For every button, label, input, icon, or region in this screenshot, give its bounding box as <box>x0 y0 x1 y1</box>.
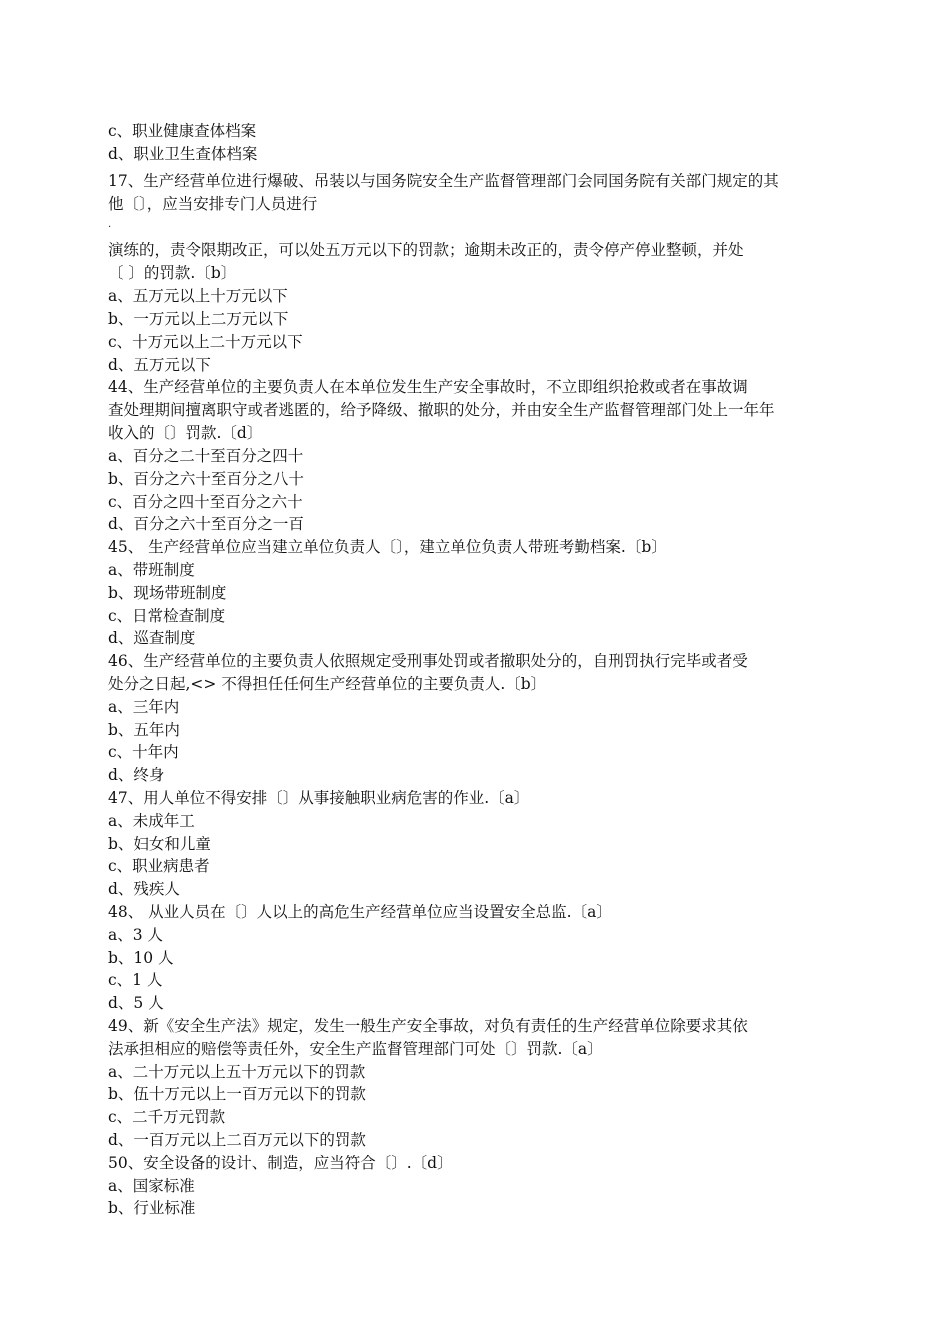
question-answer-line: 〔 〕的罚款.〔b〕 <box>108 264 237 282</box>
option-d-line: d、巡查制度 <box>108 629 196 647</box>
stray-period: . <box>108 219 112 230</box>
option-a-line: a、3 人 <box>108 926 164 944</box>
question-47-line: 47、用人单位不得安排〔〕从事接触职业病危害的作业.〔a〕 <box>108 789 530 807</box>
option-c-line: c、百分之四十至百分之六十 <box>108 493 303 511</box>
option-c-line: c、十万元以上二十万元以下 <box>108 333 303 351</box>
option-d-line: d、终身 <box>108 766 165 784</box>
option-c-line: c、二千万元罚款 <box>108 1108 226 1126</box>
option-d-line: d、5 人 <box>108 994 164 1012</box>
option-b-line: b、妇女和儿童 <box>108 835 211 853</box>
option-b-line: b、现场带班制度 <box>108 584 227 602</box>
option-b-line: b、百分之六十至百分之八十 <box>108 470 304 488</box>
option-a-line: a、五万元以上十万元以下 <box>108 287 288 305</box>
question-46-line-1: 46、生产经营单位的主要负责人依照规定受刑事处罚或者撤职处分的，自刑罚执行完毕或者受 <box>108 652 748 670</box>
option-b-line: b、五年内 <box>108 721 180 739</box>
option-a-line: a、三年内 <box>108 698 180 716</box>
option-a-line: a、未成年工 <box>108 812 195 830</box>
option-b-line: b、行业标准 <box>108 1199 196 1217</box>
option-a-line: a、二十万元以上五十万元以下的罚款 <box>108 1063 366 1081</box>
question-44-line-3: 收入的〔〕罚款.〔d〕 <box>108 424 263 442</box>
option-d-line: d、百分之六十至百分之一百 <box>108 515 304 533</box>
option-c-line: c、职业健康查体档案 <box>108 122 257 140</box>
question-44-line-2: 查处理期间擅离职守或者逃匿的，给予降级、撤职的处分，并由安全生产监督管理部门处上一年年 <box>108 401 775 419</box>
question-44-line-1: 44、生产经营单位的主要负责人在本单位发生生产安全事故时，不立即组织抢救或者在事故调 <box>108 378 748 396</box>
question-45-line: 45、 生产经营单位应当建立单位负责人〔〕，建立单位负责人带班考勤档案.〔b〕 <box>108 538 667 556</box>
question-49-line-2: 法承担相应的赔偿等责任外，安全生产监督管理部门可处〔〕罚款.〔a〕 <box>108 1040 603 1058</box>
option-d-line: d、一百万元以上二百万元以下的罚款 <box>108 1131 366 1149</box>
option-b-line: b、一万元以上二万元以下 <box>108 310 289 328</box>
option-b-line: b、10 人 <box>108 949 174 967</box>
question-text-line: 演练的，责令限期改正，可以处五万元以下的罚款；逾期未改正的，责令停产停业整顿，并处 <box>108 241 744 259</box>
question-50-line: 50、安全设备的设计、制造，应当符合〔〕.〔d〕 <box>108 1154 453 1172</box>
question-48-line: 48、 从业人员在〔〕人以上的高危生产经营单位应当设置安全总监.〔a〕 <box>108 903 612 921</box>
option-a-line: a、带班制度 <box>108 561 195 579</box>
option-a-line: a、国家标准 <box>108 1177 195 1195</box>
option-d-line: d、残疾人 <box>108 880 180 898</box>
question-17-line-1: 17、生产经营单位进行爆破、吊装以与国务院安全生产监督管理部门会同国务院有关部门规定的其 <box>108 172 779 190</box>
question-46-line-2: 处分之日起,<> 不得担任任何生产经营单位的主要负责人.〔b〕 <box>108 675 547 693</box>
option-d-line: d、职业卫生查体档案 <box>108 145 258 163</box>
question-17-line-2: 他〔〕，应当安排专门人员进行 <box>108 195 318 213</box>
option-c-line: c、1 人 <box>108 971 163 989</box>
option-c-line: c、日常检查制度 <box>108 607 226 625</box>
option-a-line: a、百分之二十至百分之四十 <box>108 447 304 465</box>
option-b-line: b、伍十万元以上一百万元以下的罚款 <box>108 1085 366 1103</box>
option-c-line: c、职业病患者 <box>108 857 210 875</box>
option-d-line: d、五万元以下 <box>108 356 211 374</box>
option-c-line: c、十年内 <box>108 743 179 761</box>
question-49-line-1: 49、新《安全生产法》规定，发生一般生产安全事故，对负有责任的生产经营单位除要求其依 <box>108 1017 748 1035</box>
